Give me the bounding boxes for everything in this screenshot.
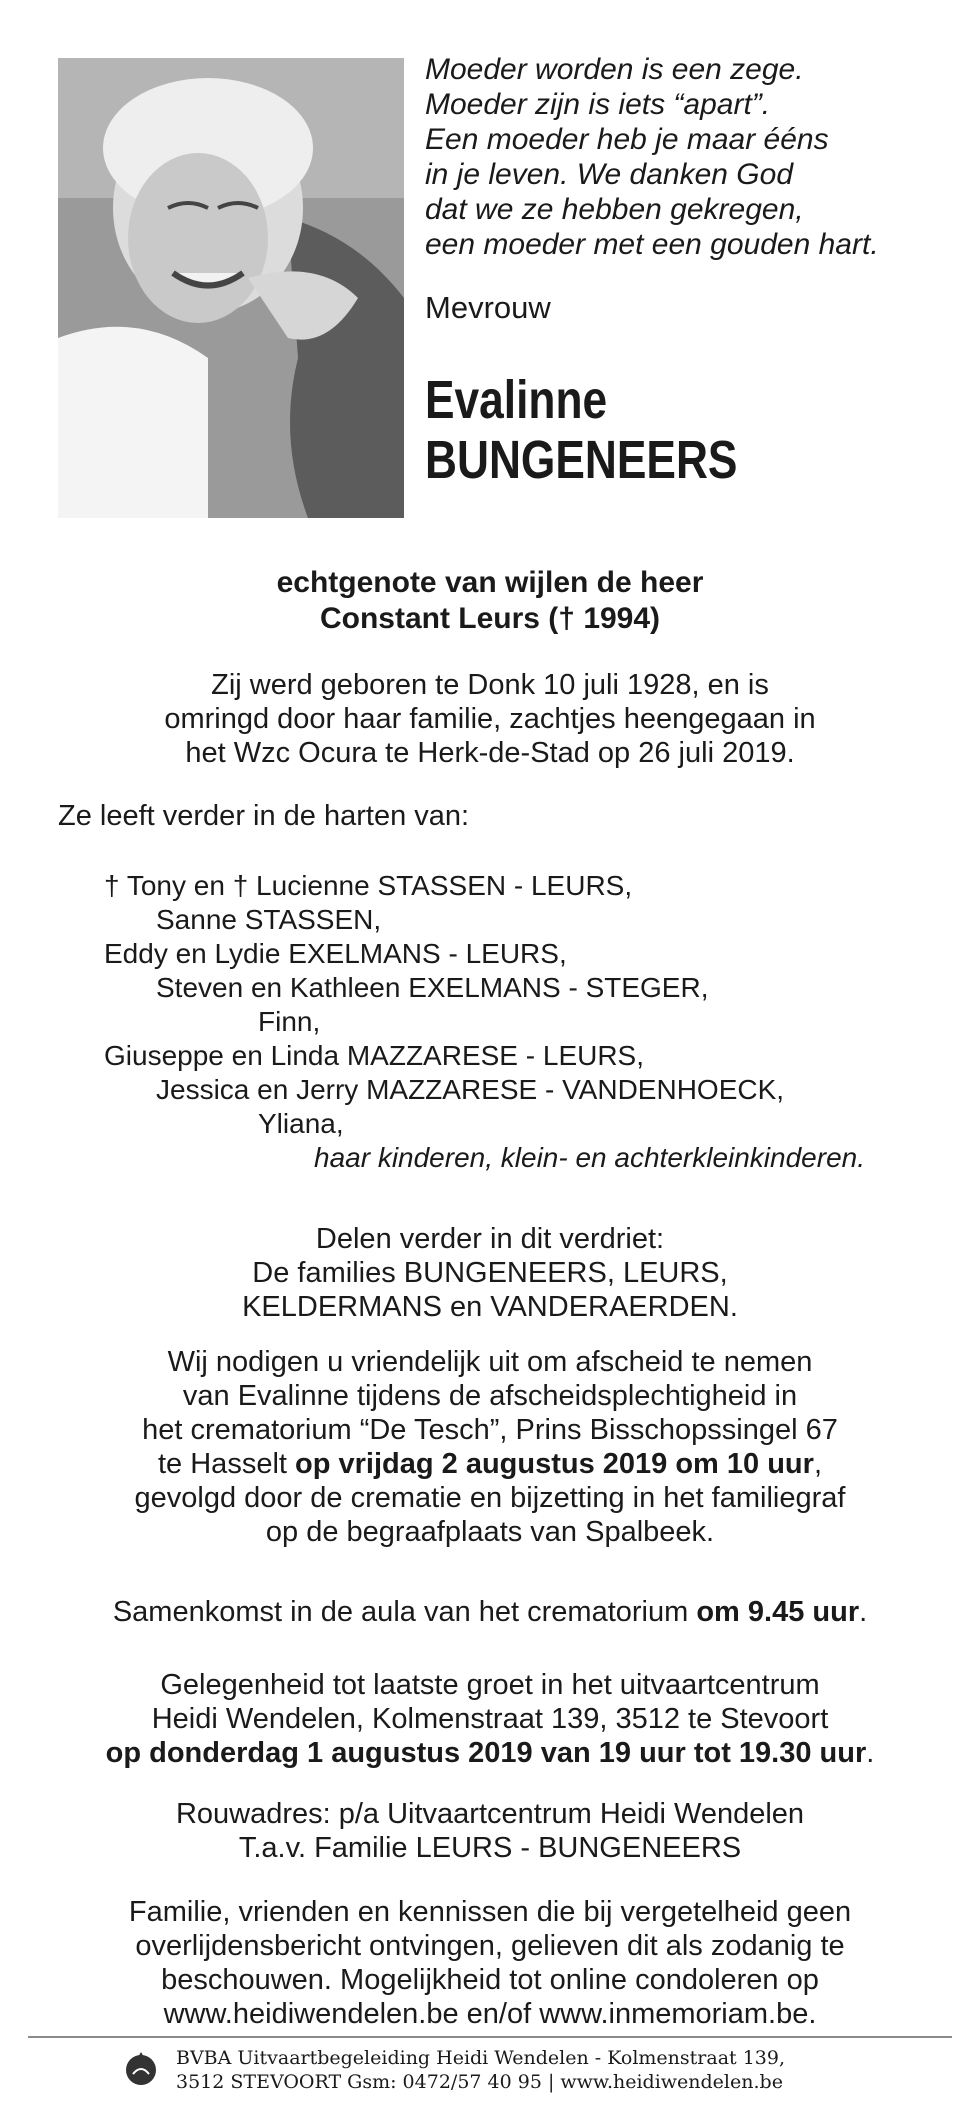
title-prefix: Mevrouw (425, 290, 551, 325)
greet-line: Heidi Wendelen, Kolmenstraat 139, 3512 te Stevoort (151, 1703, 829, 1735)
lives-on-heading: Ze leeft verder in de harten van: (58, 800, 470, 832)
meeting-suffix: . (859, 1596, 868, 1628)
shared-grief (0, 1222, 980, 1324)
spouse-block (0, 565, 980, 637)
invite-line: Wij nodigen u vriendelijk uit om afscheid te nemen (167, 1346, 813, 1378)
family-line: Eddy en Lydie EXELMANS - LEURS, (104, 938, 567, 969)
poem-line: in je leven. We danken God (425, 158, 794, 191)
invite-line: van Evalinne tijdens de afscheidsplechtigheid in (182, 1380, 798, 1412)
last-name: BUNGENEERS (425, 430, 738, 490)
poem-line: Een moeder heb je maar ééns (425, 123, 829, 156)
share-line: De families BUNGENEERS, LEURS, (252, 1257, 728, 1289)
family-line: Sanne STASSEN, (156, 904, 382, 935)
deceased-name (425, 370, 737, 490)
poem-line: dat we ze hebben gekregen, (425, 193, 804, 226)
poem-line: Moeder zijn is iets “apart”. (425, 88, 771, 121)
poem-line: Moeder worden is een zege. (425, 53, 804, 86)
born-line: het Wzc Ocura te Herk-de-Stad op 26 juli 2019. (185, 737, 795, 769)
poem (425, 52, 965, 262)
poem-line: een moeder met een gouden hart. (425, 228, 879, 261)
mourning-address (0, 1797, 980, 1865)
family-line: Giuseppe en Linda MAZZARESE - LEURS, (104, 1040, 645, 1071)
condolence-note (0, 1895, 980, 2031)
meeting-time: om 9.45 uur (696, 1596, 860, 1628)
spouse-line: Constant Leurs († 1994) (319, 602, 661, 635)
invite-line: op de begraafplaats van Spalbeek. (265, 1516, 715, 1548)
family-line: Finn, (258, 1006, 321, 1037)
footer-line: 3512 STEVOORT Gsm: 0472/57 40 95 | www.heidiwendelen.be (176, 2071, 783, 2093)
born-line: omringd door haar familie, zachtjes heengegaan in (164, 703, 816, 735)
greet-suffix: . (866, 1737, 875, 1769)
note-line: www.heidiwendelen.be en/of www.inmemoriam.be. (163, 1998, 817, 2030)
greet-line: Gelegenheid tot laatste groet in het uitvaartcentrum (160, 1669, 820, 1701)
meeting-info (0, 1595, 980, 1629)
spouse-line: echtgenote van wijlen de heer (276, 566, 704, 599)
family-line: Steven en Kathleen EXELMANS - STEGER, (156, 972, 709, 1003)
family-line: Jessica en Jerry MAZZARESE - VANDENHOECK, (156, 1074, 785, 1105)
family-line: Yliana, (258, 1108, 344, 1139)
greet-date: op donderdag 1 augustus 2019 van 19 uur tot 19.30 uur (105, 1737, 867, 1769)
footer-text (176, 2046, 785, 2094)
footer-line: BVBA Uitvaartbegeleiding Heidi Wendelen - Kolmenstraat 139, (176, 2047, 786, 2069)
ceremony-invitation (0, 1345, 980, 1549)
family-relation: haar kinderen, klein- en achterkleinkinderen. (314, 1142, 865, 1173)
birth-death-info (0, 668, 980, 770)
invite-line: gevolgd door de crematie en bijzetting in het familiegraf (134, 1482, 846, 1514)
last-greeting (0, 1668, 980, 1770)
note-line: Familie, vrienden en kennissen die bij vergetelheid geen (128, 1896, 852, 1928)
address-line: Rouwadres: p/a Uitvaartcentrum Heidi Wendelen (175, 1798, 805, 1830)
note-line: beschouwen. Mogelijkheid tot online condoleren op (161, 1964, 819, 1996)
first-name: Evalinne (425, 370, 608, 430)
invite-suffix: , (813, 1448, 822, 1480)
share-line: Delen verder in dit verdriet: (315, 1223, 665, 1255)
portrait-photo (58, 58, 404, 518)
invite-line: het crematorium “De Tesch”, Prins Bisschopssingel 67 (142, 1414, 838, 1446)
funeral-home-logo-icon (124, 2048, 158, 2088)
footer-divider (28, 2036, 952, 2038)
invite-date-line (0, 1447, 980, 1481)
share-line: KELDERMANS en VANDERAERDEN. (242, 1291, 738, 1323)
invite-prefix: te Hasselt (158, 1448, 295, 1480)
meeting-prefix: Samenkomst in de aula van het crematorium (112, 1596, 697, 1628)
ceremony-date: op vrijdag 2 augustus 2019 om 10 uur (295, 1448, 814, 1480)
family-line: † Tony en † Lucienne STASSEN - LEURS, (104, 870, 633, 901)
note-line: overlijdensbericht ontvingen, gelieven dit als zodanig te (135, 1930, 845, 1962)
born-line: Zij werd geboren te Donk 10 juli 1928, en is (211, 669, 769, 701)
address-line: T.a.v. Familie LEURS - BUNGENEERS (238, 1832, 742, 1864)
